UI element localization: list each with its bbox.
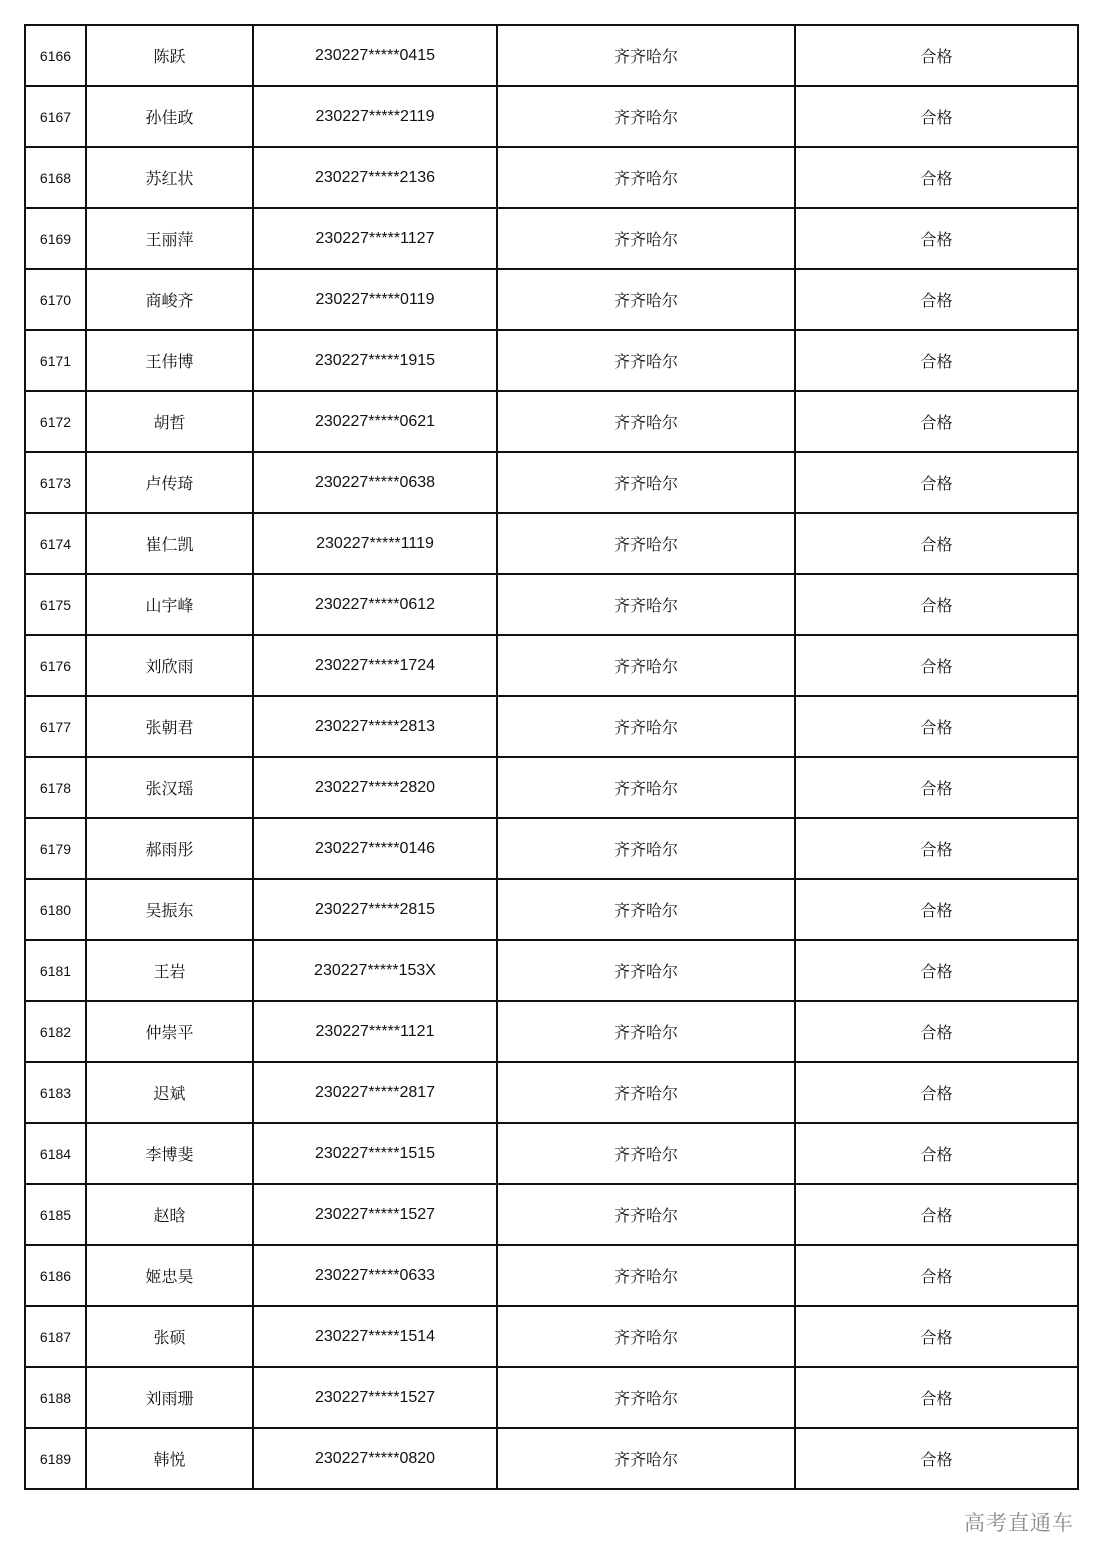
cell-id-number: 230227*****2136 — [253, 147, 497, 208]
cell-id-number: 230227*****1527 — [253, 1184, 497, 1245]
cell-name: 王伟博 — [86, 330, 253, 391]
table-row — [25, 1123, 1078, 1184]
cell-city: 齐齐哈尔 — [497, 208, 795, 269]
table-row — [25, 391, 1078, 452]
cell-name: 崔仁凯 — [86, 513, 253, 574]
cell-name: 山宇峰 — [86, 574, 253, 635]
table-row — [25, 147, 1078, 208]
cell-city: 齐齐哈尔 — [497, 25, 795, 86]
cell-seq: 6182 — [25, 1001, 86, 1062]
cell-name: 刘欣雨 — [86, 635, 253, 696]
cell-id-number: 230227*****1915 — [253, 330, 497, 391]
cell-seq: 6186 — [25, 1245, 86, 1306]
cell-result: 合格 — [795, 1245, 1078, 1306]
cell-city: 齐齐哈尔 — [497, 1184, 795, 1245]
table-row — [25, 574, 1078, 635]
cell-id-number: 230227*****1119 — [253, 513, 497, 574]
cell-seq: 6169 — [25, 208, 86, 269]
cell-id-number: 230227*****0638 — [253, 452, 497, 513]
cell-name: 苏红状 — [86, 147, 253, 208]
cell-result: 合格 — [795, 940, 1078, 1001]
cell-name: 胡哲 — [86, 391, 253, 452]
cell-name: 张硕 — [86, 1306, 253, 1367]
cell-seq: 6174 — [25, 513, 86, 574]
cell-city: 齐齐哈尔 — [497, 940, 795, 1001]
cell-result: 合格 — [795, 1306, 1078, 1367]
cell-result: 合格 — [795, 574, 1078, 635]
cell-result: 合格 — [795, 1062, 1078, 1123]
cell-name: 仲崇平 — [86, 1001, 253, 1062]
cell-seq: 6170 — [25, 269, 86, 330]
table-row — [25, 25, 1078, 86]
cell-name: 商峻齐 — [86, 269, 253, 330]
cell-seq: 6185 — [25, 1184, 86, 1245]
cell-name: 吴振东 — [86, 879, 253, 940]
table-row — [25, 879, 1078, 940]
cell-city: 齐齐哈尔 — [497, 86, 795, 147]
cell-id-number: 230227*****1527 — [253, 1367, 497, 1428]
cell-result: 合格 — [795, 635, 1078, 696]
table-row — [25, 1001, 1078, 1062]
cell-name: 姬忠昊 — [86, 1245, 253, 1306]
cell-seq: 6179 — [25, 818, 86, 879]
cell-result: 合格 — [795, 269, 1078, 330]
cell-result: 合格 — [795, 330, 1078, 391]
cell-seq: 6175 — [25, 574, 86, 635]
cell-result: 合格 — [795, 757, 1078, 818]
cell-name: 张朝君 — [86, 696, 253, 757]
cell-result: 合格 — [795, 1367, 1078, 1428]
cell-id-number: 230227*****1515 — [253, 1123, 497, 1184]
cell-result: 合格 — [795, 1428, 1078, 1489]
cell-result: 合格 — [795, 879, 1078, 940]
cell-id-number: 230227*****2815 — [253, 879, 497, 940]
cell-seq: 6172 — [25, 391, 86, 452]
cell-result: 合格 — [795, 1184, 1078, 1245]
cell-city: 齐齐哈尔 — [497, 513, 795, 574]
cell-result: 合格 — [795, 1123, 1078, 1184]
cell-id-number: 230227*****1127 — [253, 208, 497, 269]
cell-id-number: 230227*****0146 — [253, 818, 497, 879]
cell-seq: 6189 — [25, 1428, 86, 1489]
cell-id-number: 230227*****1724 — [253, 635, 497, 696]
cell-result: 合格 — [795, 147, 1078, 208]
cell-name: 张汉瑶 — [86, 757, 253, 818]
cell-id-number: 230227*****2813 — [253, 696, 497, 757]
cell-city: 齐齐哈尔 — [497, 1123, 795, 1184]
table-row — [25, 1367, 1078, 1428]
cell-name: 郝雨彤 — [86, 818, 253, 879]
cell-city: 齐齐哈尔 — [497, 574, 795, 635]
cell-name: 赵晗 — [86, 1184, 253, 1245]
cell-seq: 6171 — [25, 330, 86, 391]
cell-city: 齐齐哈尔 — [497, 1306, 795, 1367]
cell-id-number: 230227*****0633 — [253, 1245, 497, 1306]
cell-id-number: 230227*****0415 — [253, 25, 497, 86]
table-row — [25, 757, 1078, 818]
results-table-body — [25, 25, 1078, 1489]
cell-id-number: 230227*****1514 — [253, 1306, 497, 1367]
cell-name: 韩悦 — [86, 1428, 253, 1489]
cell-city: 齐齐哈尔 — [497, 696, 795, 757]
cell-city: 齐齐哈尔 — [497, 1428, 795, 1489]
cell-name: 孙佳政 — [86, 86, 253, 147]
cell-name: 刘雨珊 — [86, 1367, 253, 1428]
cell-seq: 6187 — [25, 1306, 86, 1367]
table-row — [25, 1428, 1078, 1489]
table-row — [25, 1184, 1078, 1245]
cell-city: 齐齐哈尔 — [497, 635, 795, 696]
cell-id-number: 230227*****0612 — [253, 574, 497, 635]
cell-city: 齐齐哈尔 — [497, 1245, 795, 1306]
cell-result: 合格 — [795, 818, 1078, 879]
table-row — [25, 1306, 1078, 1367]
cell-id-number: 230227*****0119 — [253, 269, 497, 330]
cell-seq: 6183 — [25, 1062, 86, 1123]
table-row — [25, 818, 1078, 879]
cell-id-number: 230227*****2817 — [253, 1062, 497, 1123]
table-row — [25, 452, 1078, 513]
cell-city: 齐齐哈尔 — [497, 269, 795, 330]
cell-result: 合格 — [795, 25, 1078, 86]
cell-result: 合格 — [795, 1001, 1078, 1062]
cell-result: 合格 — [795, 208, 1078, 269]
cell-seq: 6181 — [25, 940, 86, 1001]
cell-city: 齐齐哈尔 — [497, 1062, 795, 1123]
cell-name: 王丽萍 — [86, 208, 253, 269]
cell-seq: 6178 — [25, 757, 86, 818]
watermark-text: 高考直通车 — [962, 1507, 1076, 1537]
cell-result: 合格 — [795, 696, 1078, 757]
cell-city: 齐齐哈尔 — [497, 757, 795, 818]
table-row — [25, 86, 1078, 147]
cell-seq: 6168 — [25, 147, 86, 208]
table-row — [25, 696, 1078, 757]
cell-seq: 6167 — [25, 86, 86, 147]
cell-id-number: 230227*****153X — [253, 940, 497, 1001]
cell-result: 合格 — [795, 86, 1078, 147]
cell-city: 齐齐哈尔 — [497, 1367, 795, 1428]
table-row — [25, 269, 1078, 330]
cell-name: 陈跃 — [86, 25, 253, 86]
cell-city: 齐齐哈尔 — [497, 391, 795, 452]
cell-id-number: 230227*****2820 — [253, 757, 497, 818]
cell-seq: 6177 — [25, 696, 86, 757]
cell-seq: 6176 — [25, 635, 86, 696]
table-row — [25, 330, 1078, 391]
cell-result: 合格 — [795, 513, 1078, 574]
cell-city: 齐齐哈尔 — [497, 452, 795, 513]
cell-name: 王岩 — [86, 940, 253, 1001]
cell-city: 齐齐哈尔 — [497, 147, 795, 208]
table-row — [25, 513, 1078, 574]
cell-result: 合格 — [795, 391, 1078, 452]
cell-id-number: 230227*****2119 — [253, 86, 497, 147]
cell-seq: 6184 — [25, 1123, 86, 1184]
cell-city: 齐齐哈尔 — [497, 330, 795, 391]
cell-city: 齐齐哈尔 — [497, 818, 795, 879]
cell-name: 迟斌 — [86, 1062, 253, 1123]
cell-name: 卢传琦 — [86, 452, 253, 513]
cell-seq: 6173 — [25, 452, 86, 513]
table-row — [25, 1245, 1078, 1306]
cell-id-number: 230227*****1121 — [253, 1001, 497, 1062]
results-table — [24, 24, 1079, 1490]
cell-seq: 6188 — [25, 1367, 86, 1428]
table-row — [25, 940, 1078, 1001]
table-row — [25, 208, 1078, 269]
cell-city: 齐齐哈尔 — [497, 1001, 795, 1062]
table-row — [25, 635, 1078, 696]
cell-seq: 6180 — [25, 879, 86, 940]
cell-id-number: 230227*****0621 — [253, 391, 497, 452]
cell-city: 齐齐哈尔 — [497, 879, 795, 940]
cell-result: 合格 — [795, 452, 1078, 513]
cell-name: 李博斐 — [86, 1123, 253, 1184]
table-row — [25, 1062, 1078, 1123]
cell-id-number: 230227*****0820 — [253, 1428, 497, 1489]
cell-seq: 6166 — [25, 25, 86, 86]
